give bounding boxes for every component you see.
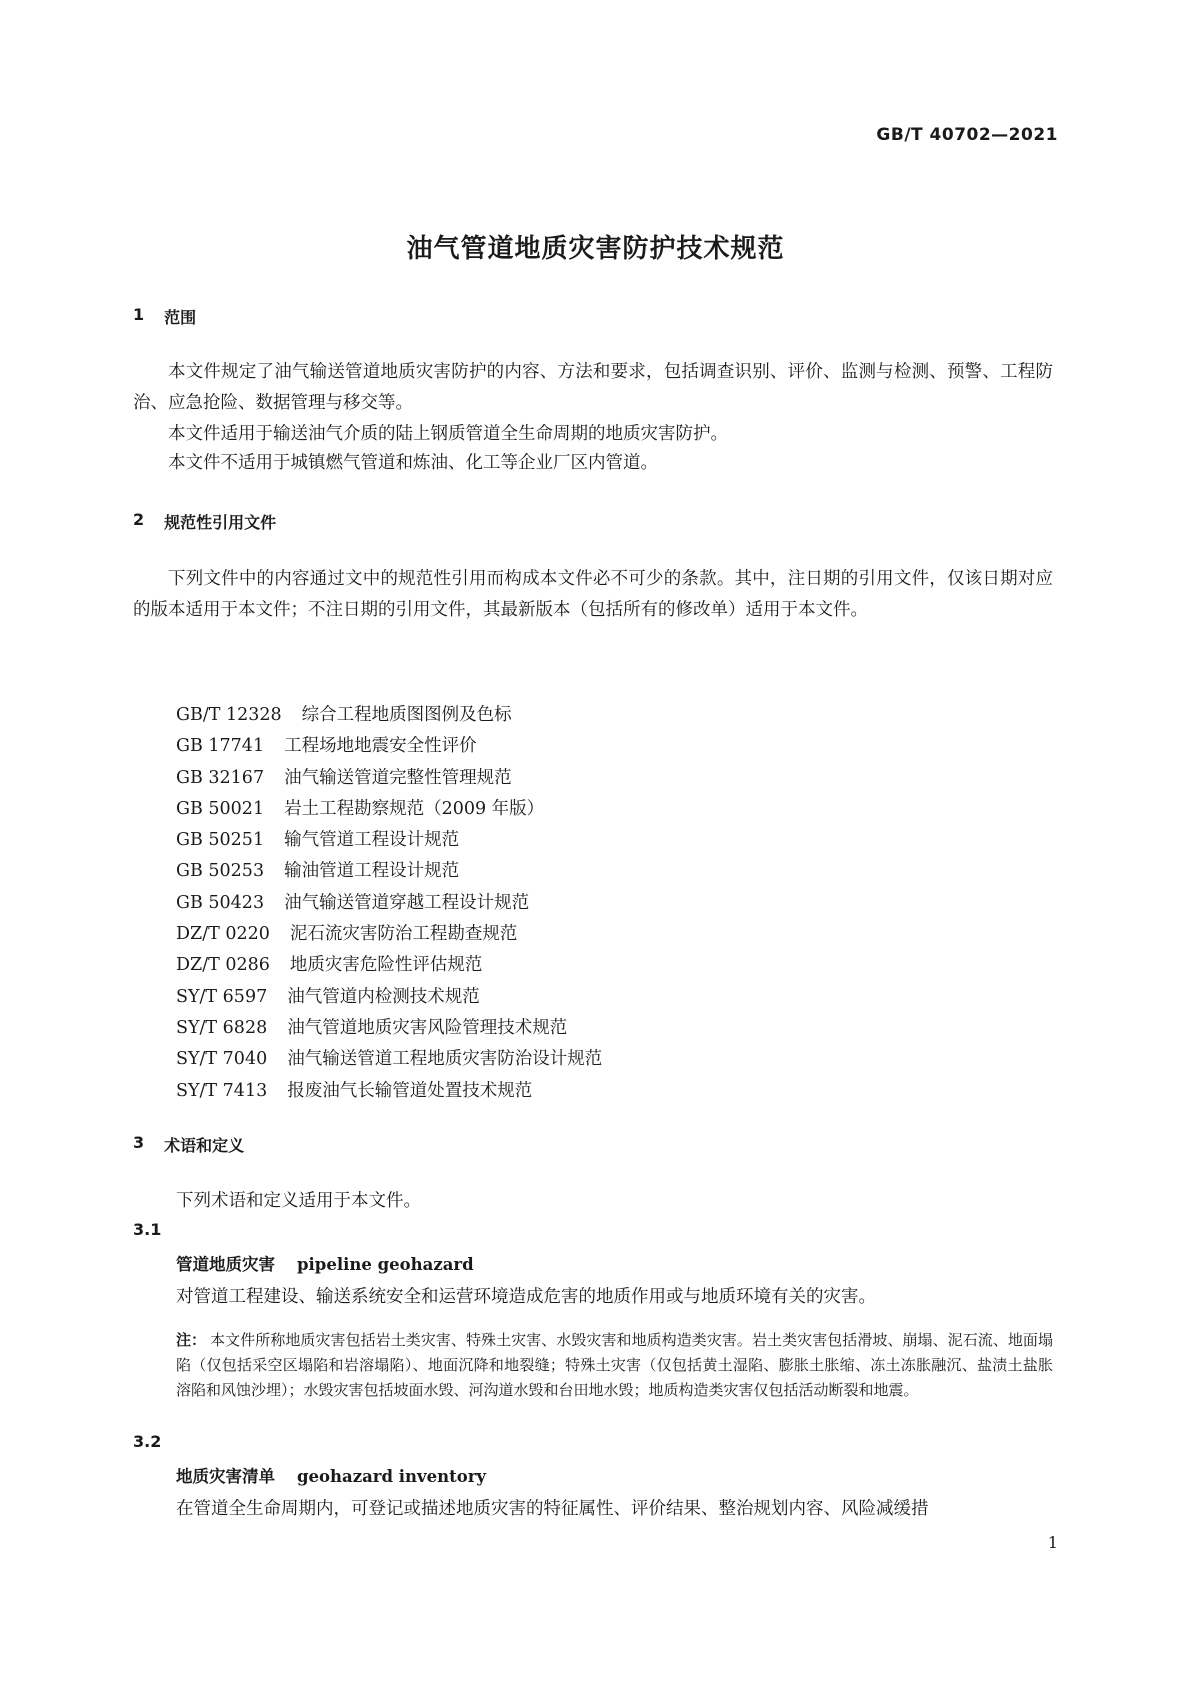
- paragraph: 本文件适用于输送油气介质的陆上钢质管道全生命周期的地质灾害防护。: [168, 424, 728, 444]
- reference-code: GB/T 12328: [176, 705, 282, 725]
- reference-code: GB 50021: [176, 798, 265, 819]
- section-3-heading: [133, 1133, 244, 1156]
- section-number: 1: [133, 305, 145, 324]
- note-label: 注：: [176, 1331, 207, 1349]
- reference-item: [176, 888, 602, 919]
- reference-item: [176, 1044, 602, 1075]
- reference-title: 油气输送管道完整性管理规范: [284, 767, 512, 788]
- reference-item: [176, 1013, 602, 1044]
- reference-item: [176, 856, 602, 887]
- term-heading: [176, 1463, 486, 1487]
- reference-item: [176, 763, 602, 794]
- section-2-heading: [133, 510, 276, 533]
- term-chinese: 地质灾害清单: [176, 1467, 275, 1486]
- reference-code: SY/T 6597: [176, 986, 268, 1007]
- reference-title: 油气管道内检测技术规范: [287, 986, 480, 1007]
- term-chinese: 管道地质灾害: [176, 1255, 275, 1274]
- paragraph: 下列术语和定义适用于本文件。: [176, 1191, 421, 1211]
- reference-code: GB 50253: [176, 861, 265, 882]
- reference-item: [176, 731, 602, 762]
- note-text: 本文件所称地质灾害包括岩土类灾害、特殊土灾害、水毁灾害和地质构造类灾害。岩土类灾害包括滑坡、崩塌、泥石流、地面塌陷（仅包括采空区塌陷和岩溶塌陷）、地面沉降和地裂缝；特殊土灾害（仅包括黄土湿陷、膨胀土胀缩、冻土冻胀融沉、盐渍土盐胀溶陷和风蚀沙埋）；水毁灾害包括坡面水毁、河沟道水毁和台田地水毁；地质构造类灾害仅包括活动断裂和地震。: [176, 1331, 1053, 1399]
- section-title: 术语和定义: [164, 1136, 245, 1155]
- reference-item: [176, 700, 602, 731]
- term-definition: 在管道全生命周期内，可登记或描述地质灾害的特征属性、评价结果、整治规划内容、风险减缓措: [176, 1499, 929, 1519]
- paragraph: 本文件不适用于城镇燃气管道和炼油、化工等企业厂区内管道。: [168, 453, 658, 473]
- reference-title: 输气管道工程设计规范: [284, 830, 460, 851]
- reference-item: [176, 982, 602, 1013]
- reference-title: 油气管道地质灾害风险管理技术规范: [287, 1017, 568, 1038]
- reference-code: GB 50423: [176, 892, 265, 913]
- section-1-heading: [133, 305, 196, 328]
- reference-title: 工程场地地震安全性评价: [284, 736, 477, 757]
- reference-list: [176, 700, 602, 1107]
- reference-code: GB 50251: [176, 830, 265, 851]
- reference-item: [176, 794, 602, 825]
- reference-code: DZ/T 0286: [176, 955, 270, 976]
- reference-title: 油气输送管道工程地质灾害防治设计规范: [287, 1049, 603, 1070]
- reference-title: 综合工程地质图图例及色标: [301, 705, 512, 725]
- reference-item: [176, 825, 602, 856]
- reference-code: GB 32167: [176, 767, 265, 788]
- document-title: 油气管道地质灾害防护技术规范: [406, 234, 785, 264]
- term-heading: [176, 1251, 474, 1275]
- term-number: 3.2: [133, 1432, 162, 1451]
- reference-item: [176, 950, 602, 981]
- term-note: [176, 1328, 1053, 1403]
- reference-title: 输油管道工程设计规范: [284, 861, 460, 882]
- paragraph: 下列文件中的内容通过文中的规范性引用而构成本文件必不可少的条款。其中，注日期的引用文件，仅该日期对应的版本适用于本文件；不注日期的引用文件，其最新版本（包括所有的修改单）适用于本文件。: [133, 569, 1053, 620]
- reference-title: 报废油气长输管道处置技术规范: [287, 1080, 533, 1101]
- term-definition: 对管道工程建设、输送系统安全和运营环境造成危害的地质作用或与地质环境有关的灾害。: [176, 1287, 876, 1307]
- term-english: geohazard inventory: [297, 1467, 487, 1486]
- reference-item: [176, 919, 602, 950]
- paragraph: 本文件规定了油气输送管道地质灾害防护的内容、方法和要求，包括调查识别、评价、监测与检测、预警、工程防治、应急抢险、数据管理与移交等。: [133, 362, 1053, 413]
- section-title: 规范性引用文件: [164, 513, 277, 532]
- section-number: 3: [133, 1133, 145, 1152]
- reference-title: 岩土工程勘察规范（2009 年版）: [284, 798, 545, 819]
- reference-item: [176, 1076, 602, 1107]
- reference-code: SY/T 6828: [176, 1017, 268, 1038]
- section-number: 2: [133, 510, 145, 529]
- reference-title: 油气输送管道穿越工程设计规范: [284, 892, 530, 913]
- term-number: 3.1: [133, 1220, 162, 1239]
- reference-code: SY/T 7040: [176, 1049, 268, 1070]
- section-title: 范围: [164, 308, 197, 327]
- reference-title: 地质灾害危险性评估规范: [289, 955, 483, 976]
- standard-number: GB/T 40702—2021: [876, 125, 1058, 145]
- page-number: 1: [1047, 1533, 1058, 1552]
- reference-code: SY/T 7413: [176, 1080, 268, 1101]
- term-english: pipeline geohazard: [297, 1255, 474, 1274]
- reference-code: DZ/T 0220: [176, 924, 270, 945]
- reference-title: 泥石流灾害防治工程勘查规范: [289, 924, 518, 945]
- reference-code: GB 17741: [176, 736, 265, 757]
